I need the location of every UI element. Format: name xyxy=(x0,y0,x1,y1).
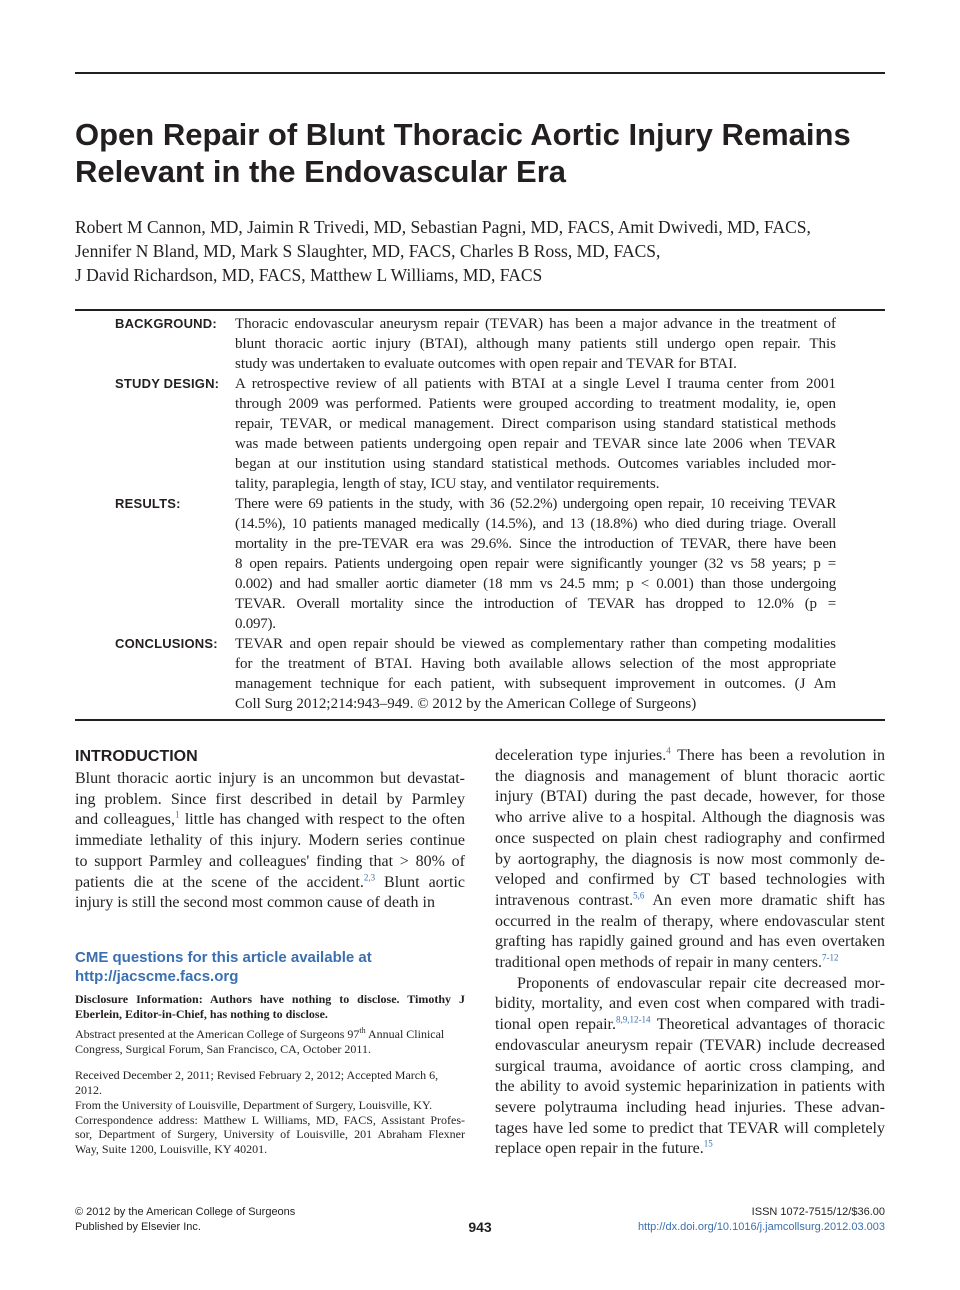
text-run: occurred in the realm of therapy, where endovascular stent xyxy=(495,912,885,930)
left-column xyxy=(75,745,465,914)
text-run: injury (BTAI) during the past decade, however, for those xyxy=(495,788,885,806)
abstract-line: 0.097). xyxy=(235,616,276,632)
introduction-left-text xyxy=(75,769,465,914)
author-line-2: Jennifer N Bland, MD, Mark S Slaughter, MD, FACS, Charles B Ross, MD, FACS, xyxy=(75,241,661,261)
disclosure-info xyxy=(75,992,465,1021)
citation-superscript[interactable]: 8,9,12-14 xyxy=(615,1015,651,1025)
citation-superscript[interactable]: 1 xyxy=(175,810,180,821)
right-column xyxy=(495,745,885,1160)
abstract-line: was made between patients undergoing open repair and TEVAR since late 2006 when TEVAR xyxy=(235,436,836,452)
text-run: who arrive alive to a hospital. Although the diagnosis was xyxy=(495,809,885,827)
abstract-line: through 2009 was performed. Patients were grouped according to treatment modality, ie, open xyxy=(235,396,836,412)
presented-pre: Abstract presented at the American College of Surgeons 97 xyxy=(75,1027,360,1041)
text-line xyxy=(495,974,885,995)
text-line xyxy=(495,787,885,808)
abstract-bottom-rule xyxy=(75,719,885,721)
text-run: An even more dramatic shift has xyxy=(644,891,885,909)
received-line: 2012. xyxy=(75,1082,102,1097)
abstract-line: A retrospective review of all patients with BTAI at a single Level I trauma center from 2001 xyxy=(235,376,836,392)
abstract-line: 8 open repairs. Patients undergoing open repair were significantly younger (32 vs 58 years; p = xyxy=(235,556,836,572)
text-run: to support Parmley and colleagues' finding that > 80% of xyxy=(75,852,465,870)
abstract-line: Thoracic endovascular aneurysm repair (TEVAR) has been a major advance in the treatment of xyxy=(235,316,836,332)
text-line xyxy=(495,994,885,1015)
doi-link[interactable]: http://dx.doi.org/10.1016/j.jamcollsurg.2012.03.003 xyxy=(637,1221,885,1233)
presented-post: Annual Clinical xyxy=(365,1027,445,1041)
affiliation-correspondence xyxy=(75,1098,465,1156)
abstract-top-rule xyxy=(75,309,885,311)
text-line xyxy=(75,852,465,873)
text-line xyxy=(495,767,885,788)
footer-right xyxy=(638,1205,885,1235)
text-line xyxy=(495,829,885,850)
received-line: Received December 2, 2011; Revised February 2, 2012; Accepted March 6, xyxy=(75,1068,439,1082)
text-run: There has been a revolution in xyxy=(670,747,885,764)
author-line-3: J David Richardson, MD, FACS, Matthew L Williams, MD, FACS xyxy=(75,265,543,285)
text-line xyxy=(495,1098,885,1119)
text-run: endovascular aneurysm repair (TEVAR) include decreased xyxy=(495,1036,885,1054)
study-design-label: STUDY DESIGN: xyxy=(115,376,220,391)
text-run: ing problem. Since first described in detail by Parmley xyxy=(75,790,465,808)
text-run: grafting has rapidly gained ground and has even overtaken xyxy=(495,933,885,951)
text-run: and colleagues, xyxy=(75,811,175,829)
text-run: deceleration type injuries. xyxy=(495,747,667,764)
text-line xyxy=(75,873,465,894)
affiliation-line: Correspondence address: Matthew L Williams, MD, FACS, Assistant Profes- xyxy=(75,1112,465,1127)
text-line xyxy=(495,1036,885,1057)
background-text xyxy=(235,314,836,374)
abstract-line: TEVAR and open repair should be viewed as complementary rather than competing modalities xyxy=(235,636,836,652)
text-run: severe polytrauma including head injuries. These advan- xyxy=(495,1098,885,1116)
title-line-2: Relevant in the Endovascular Era xyxy=(75,154,567,189)
text-line xyxy=(495,1119,885,1140)
author-line-1: Robert M Cannon, MD, Jaimin R Trivedi, MD, Sebastian Pagni, MD, FACS, Amit Dwivedi, MD, FACS, xyxy=(75,217,811,237)
text-line xyxy=(495,891,885,912)
footer-publisher: Published by Elsevier Inc. xyxy=(75,1221,201,1233)
affiliation-line: From the University of Louisville, Department of Surgery, Louisville, KY. xyxy=(75,1098,433,1112)
abstract-presented-note xyxy=(75,1027,465,1056)
conclusions-label: CONCLUSIONS: xyxy=(115,636,218,651)
text-line xyxy=(495,953,885,974)
title-line-1: Open Repair of Blunt Thoracic Aortic Injury Remains xyxy=(75,117,851,152)
text-run: surgical trauma, avoidance of aortic cross clamping, and xyxy=(495,1057,885,1075)
text-run: the diagnosis and management of blunt thoracic aortic xyxy=(495,767,885,785)
author-list xyxy=(75,215,895,287)
text-run: veloped and confirmed by CT based technologies with xyxy=(495,871,885,889)
abstract-line: management technique for each patient, with subsequent improvement in outcomes. (J Am xyxy=(235,676,836,692)
text-run: injury is still the second most common cause of death in xyxy=(75,894,435,912)
results-label: RESULTS: xyxy=(115,496,181,511)
text-run: replace open repair in the future. xyxy=(495,1140,704,1158)
results-text xyxy=(235,494,836,634)
disclosure-line: Eberlein, Editor-in-Chief, has nothing to disclose. xyxy=(75,1006,328,1021)
text-line xyxy=(75,769,465,790)
article-title xyxy=(75,116,895,190)
citation-superscript[interactable]: 7-12 xyxy=(822,953,839,963)
text-line xyxy=(495,1057,885,1078)
text-run: by aortography, the diagnosis is now most commonly de- xyxy=(495,850,885,868)
footer-left xyxy=(75,1205,295,1235)
abstract-line: began at our institution using standard statistical methods. Outcomes variables included mor- xyxy=(235,456,836,472)
abstract-line: mortality in the pre-TEVAR era was 29.6%. Since the introduction of TEVAR, there have been xyxy=(235,536,836,552)
abstract-line: There were 69 patients in the study, with 36 (52.2%) undergoing open repair, 10 receiving TEVAR xyxy=(235,496,836,512)
disclosure-line: Disclosure Information: Authors have nothing to disclose. Timothy J xyxy=(75,992,465,1006)
abstract-line: blunt thoracic aortic injury (BTAI), although many patients still undergo open repair. This xyxy=(235,336,836,352)
text-line xyxy=(495,1015,885,1036)
cme-url[interactable]: http://jacscme.facs.org xyxy=(75,968,239,985)
text-line xyxy=(495,808,885,829)
footer-copyright: © 2012 by the American College of Surgeons xyxy=(75,1206,296,1218)
text-line xyxy=(495,912,885,933)
citation-superscript[interactable]: 15 xyxy=(703,1139,713,1150)
text-line xyxy=(495,932,885,953)
text-run: Proponents of endovascular repair cite decreased mor- xyxy=(517,974,885,992)
text-line xyxy=(495,1139,885,1160)
text-run: immediate lethality of this injury. Modern series continue xyxy=(75,832,465,850)
text-line xyxy=(75,831,465,852)
cme-line-1: CME questions for this article available at xyxy=(75,949,372,966)
cme-link-block[interactable] xyxy=(75,948,465,986)
citation-superscript[interactable]: 4 xyxy=(666,746,671,756)
text-line xyxy=(75,893,465,914)
abstract-line: for the treatment of BTAI. Having both available allows selection of the most appropriate xyxy=(235,656,836,672)
text-run: bidity, mortality, and even cost when compared with tradi- xyxy=(495,995,885,1013)
text-line xyxy=(495,746,885,767)
abstract-line: study was undertaken to evaluate outcomes with open repair and TEVAR for BTAI. xyxy=(235,356,737,372)
received-dates xyxy=(75,1068,465,1097)
top-rule xyxy=(75,72,885,74)
text-run: patients die at the scene of the accident. xyxy=(75,873,364,891)
text-run: tages have led some to predict that TEVAR will completely xyxy=(495,1119,885,1137)
text-run: Blunt aortic xyxy=(375,873,465,891)
text-run: once suspected on plain chest radiography and confirmed xyxy=(495,829,885,847)
affiliation-line: sor, Department of Surgery, University of Louisville, 201 Abraham Flexner xyxy=(75,1127,465,1142)
conclusions-text xyxy=(235,634,836,714)
text-line xyxy=(495,1077,885,1098)
text-run: the ability to avoid systemic heparinization in patients with xyxy=(495,1078,885,1096)
footer-issn: ISSN 1072-7515/12/$36.00 xyxy=(751,1206,885,1218)
text-run: little has changed with respect to the often xyxy=(179,811,465,829)
abstract-line: 0.002) and had smaller aortic diameter (18 mm vs 24.5 mm; p < 0.001) than those undergoing xyxy=(235,576,836,592)
text-run: traditional open methods of repair in many centers. xyxy=(495,954,823,972)
text-run: intravenous contrast. xyxy=(495,891,634,909)
abstract-line: (14.5%), 10 patients managed medically (14.5%), and 13 (18.8%) who died during triage. Overall xyxy=(235,516,836,532)
presented-line-2: Congress, Surgical Forum, San Francisco, CA, October 2011. xyxy=(75,1041,371,1056)
presented-line xyxy=(75,1027,465,1042)
citation-superscript[interactable]: 2,3 xyxy=(363,872,376,883)
text-run: Theoretical advantages of thoracic xyxy=(650,1016,885,1034)
affiliation-line: Way, Suite 1200, Louisville, KY 40201. xyxy=(75,1141,268,1156)
text-line xyxy=(495,870,885,891)
introduction-right-text xyxy=(495,746,885,1160)
text-line xyxy=(75,810,465,831)
text-run: tional open repair. xyxy=(495,1016,616,1034)
text-line xyxy=(75,790,465,811)
study-design-text xyxy=(235,374,836,494)
text-line xyxy=(495,850,885,871)
abstract-line: tality, paraplegia, length of stay, ICU stay, and ventilator requirements. xyxy=(235,476,660,492)
page-number: 943 xyxy=(468,1219,492,1235)
background-label: BACKGROUND: xyxy=(115,316,217,331)
abstract-line: Coll Surg 2012;214:943–949. © 2012 by the American College of Surgeons) xyxy=(235,696,697,712)
presented-sup: th xyxy=(359,1026,366,1035)
citation-superscript[interactable]: 5,6 xyxy=(633,890,645,901)
text-run: Blunt thoracic aortic injury is an uncommon but devastat- xyxy=(75,770,465,787)
abstract-line: TEVAR. Overall mortality since the introduction of TEVAR has dropped to 12.0% (p = xyxy=(235,596,836,612)
abstract-line: repair, TEVAR, or medical management. Direct comparison using standard statistical methods xyxy=(235,416,836,432)
introduction-heading: INTRODUCTION xyxy=(75,748,198,765)
